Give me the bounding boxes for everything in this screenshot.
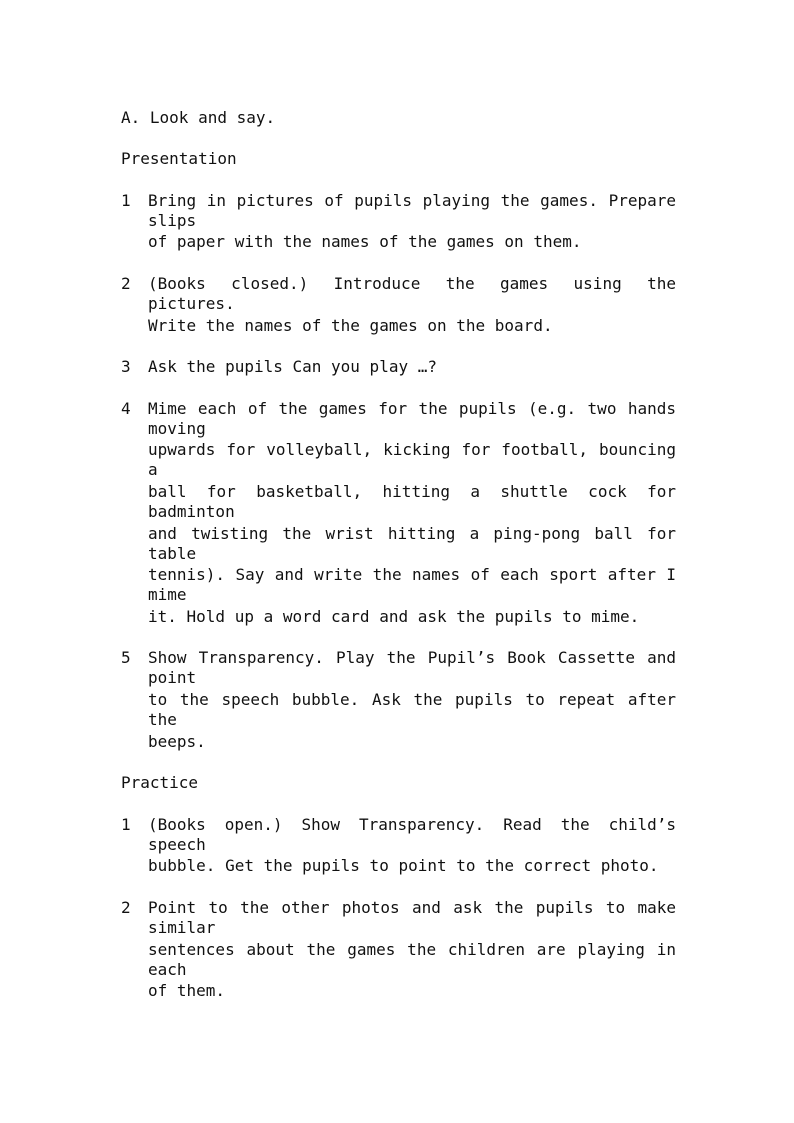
list-item-line: Ask the pupils Can you play …? <box>148 357 437 376</box>
section-heading: A. Look and say. <box>121 108 276 127</box>
list-item-line: upwards for volleyball, kicking for football, bouncing a <box>148 440 676 479</box>
list-item-line: (Books open.) Show Transparency. Read the child’s speech <box>148 815 676 854</box>
list-number: 2 <box>121 274 131 293</box>
list-number: 3 <box>121 357 131 376</box>
list-number: 5 <box>121 648 131 667</box>
list-item-line: sentences about the games the children are playing in each <box>148 940 676 979</box>
list-number: 1 <box>121 191 131 210</box>
list-item-line: Bring in pictures of pupils playing the games. Prepare slips <box>148 191 676 230</box>
list-item-line: and twisting the wrist hitting a ping-pong ball for table <box>148 524 676 563</box>
list-item-line: beeps. <box>148 732 206 751</box>
list-item-line: to the speech bubble. Ask the pupils to repeat after the <box>148 690 676 729</box>
list-item-line: (Books closed.) Introduce the games using the pictures. <box>148 274 676 313</box>
list-item-line: ball for basketball, hitting a shuttle cock for badminton <box>148 482 676 521</box>
list-number: 1 <box>121 815 131 834</box>
list-item-line: of them. <box>148 981 226 1000</box>
practice-heading: Practice <box>121 773 199 792</box>
list-item-line: bubble. Get the pupils to point to the correct photo. <box>148 856 659 875</box>
list-item-line: Point to the other photos and ask the pupils to make similar <box>148 898 676 937</box>
list-item-line: of paper with the names of the games on them. <box>148 232 582 251</box>
list-item-line: Show Transparency. Play the Pupil’s Book Cassette and point <box>148 648 676 687</box>
list-number: 4 <box>121 399 131 418</box>
list-item-line: Mime each of the games for the pupils (e.g. two hands moving <box>148 399 676 438</box>
list-item-line: tennis). Say and write the names of each sport after I mime <box>148 565 676 604</box>
presentation-heading: Presentation <box>121 149 237 168</box>
list-item-line: Write the names of the games on the board. <box>148 316 553 335</box>
list-number: 2 <box>121 898 131 917</box>
list-item-line: it. Hold up a word card and ask the pupils to mime. <box>148 607 640 626</box>
